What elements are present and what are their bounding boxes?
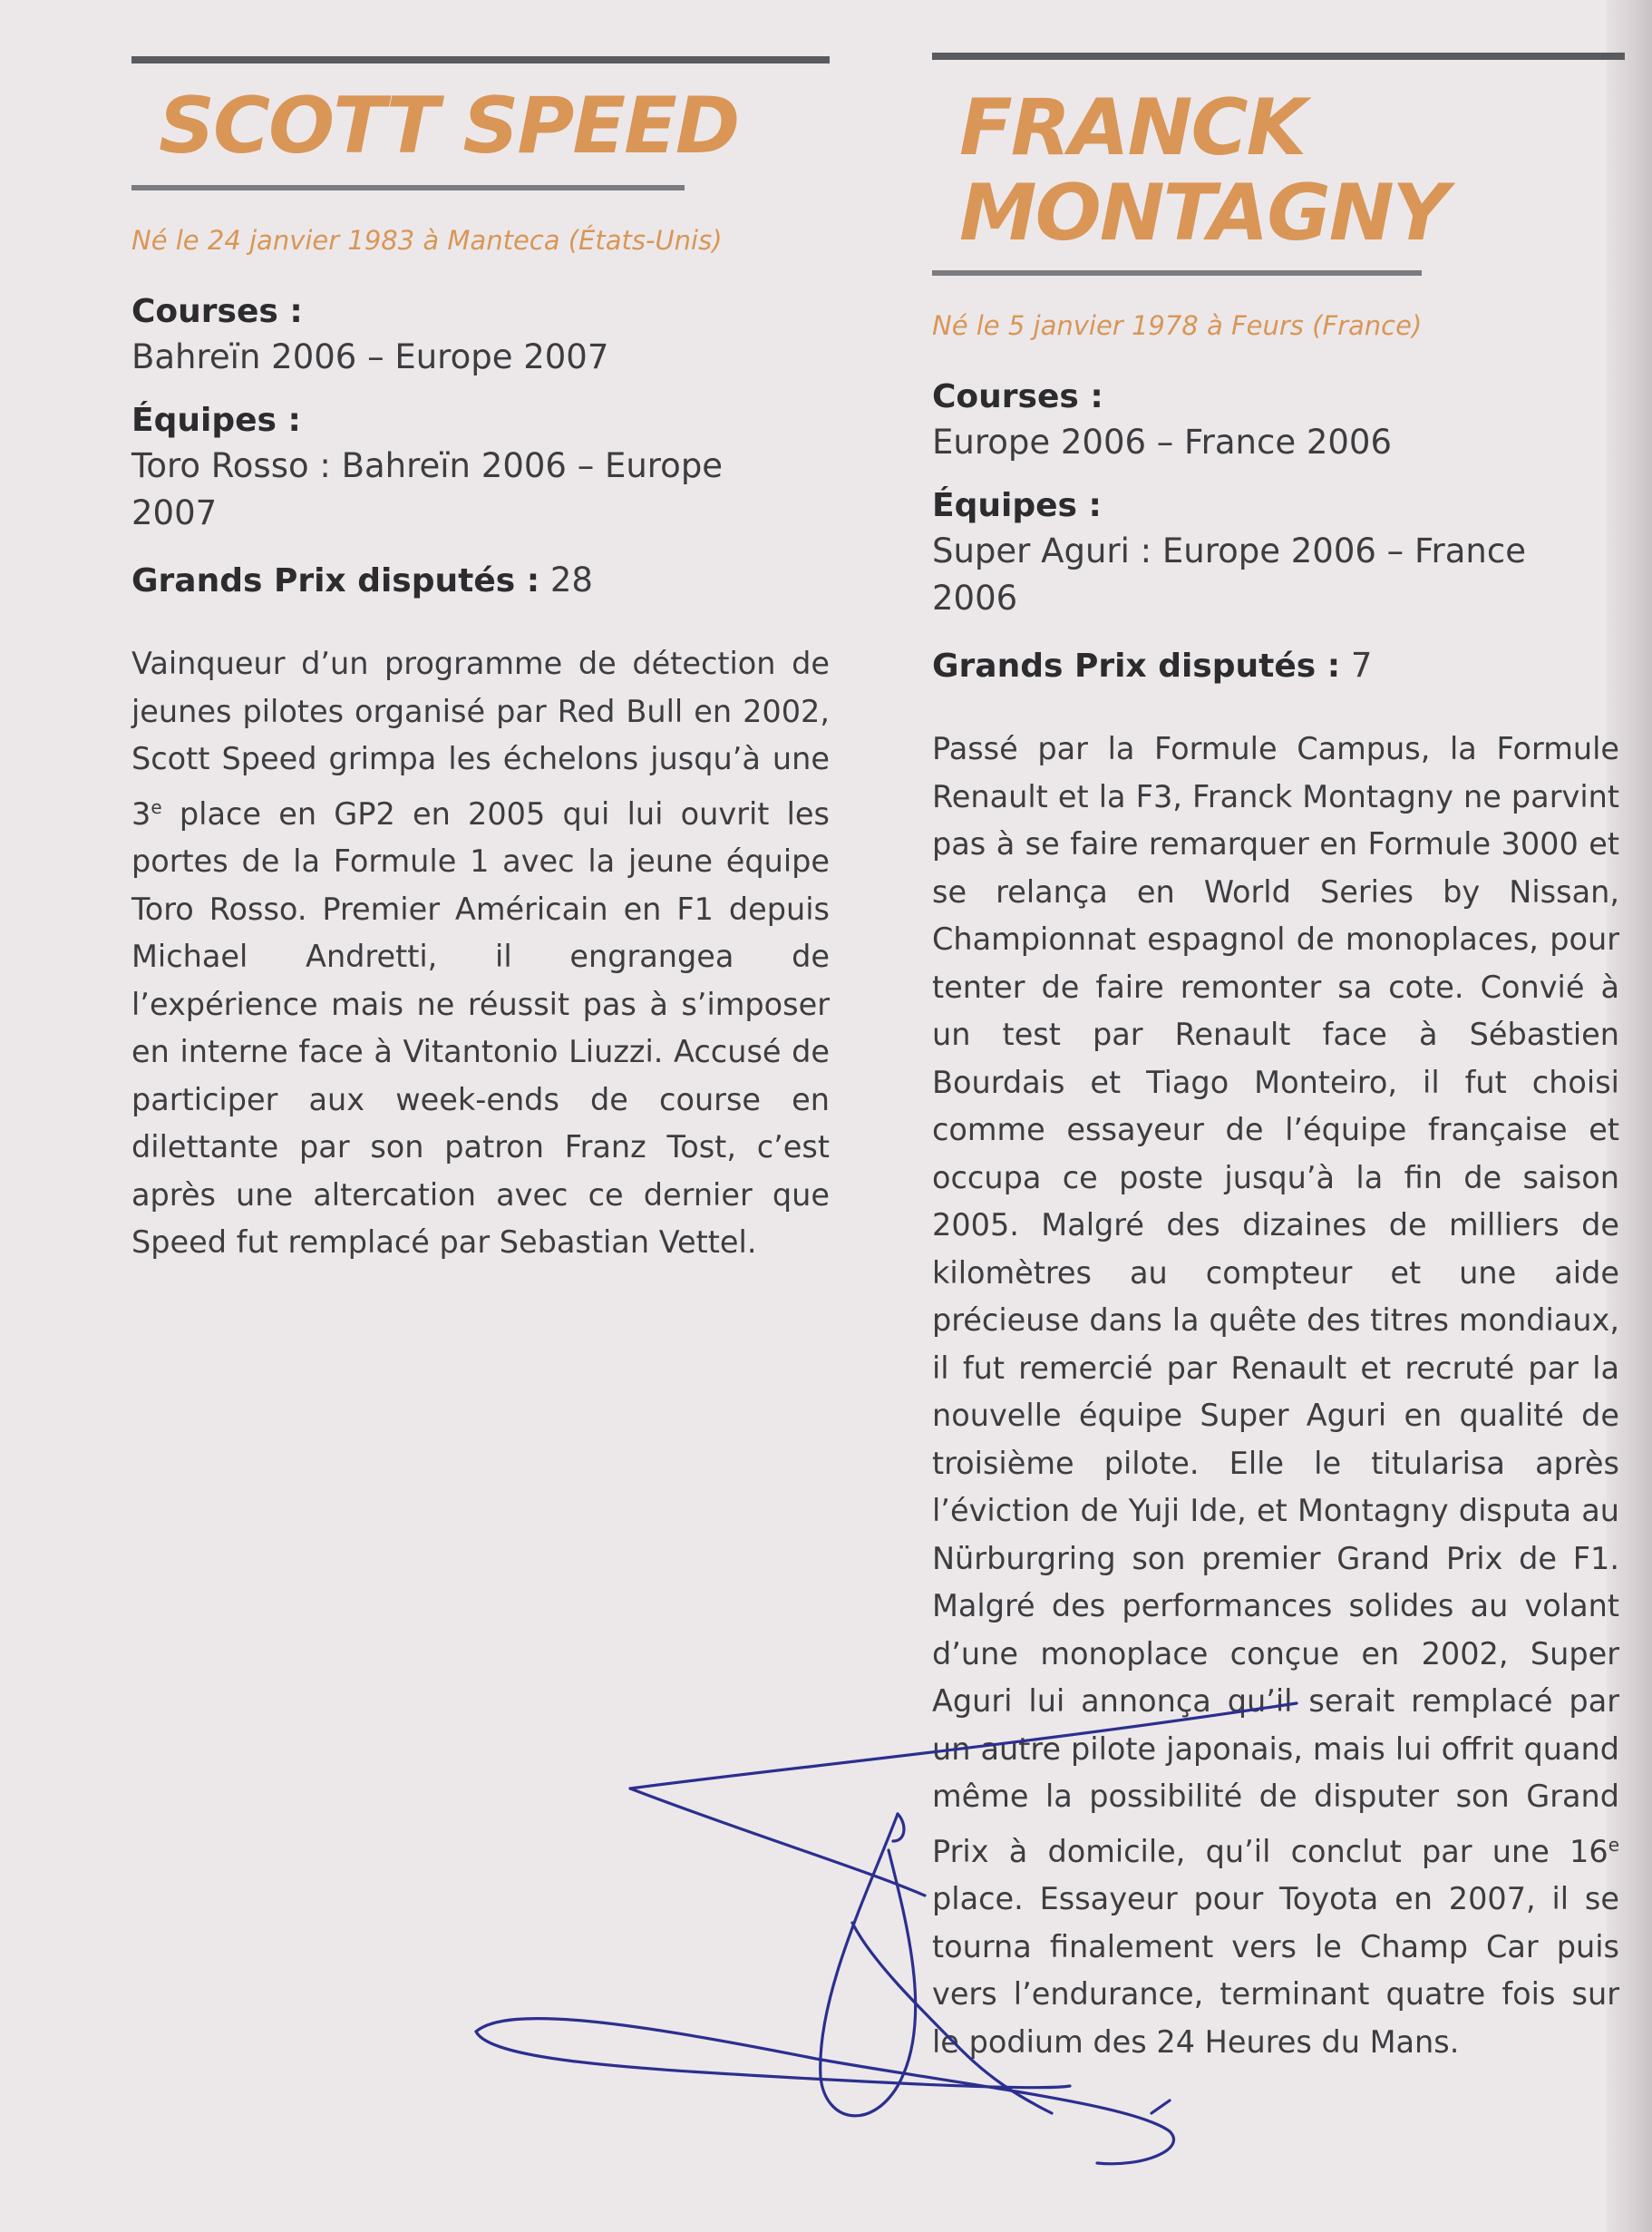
- name-underline: [131, 185, 685, 190]
- birth-info: Né le 5 janvier 1978 à Feurs (France): [932, 310, 1423, 341]
- equipes-section: [932, 484, 1621, 622]
- equipes-label: Équipes :: [932, 487, 1102, 524]
- top-rule: [932, 53, 1625, 60]
- courses-label: Courses :: [932, 378, 1103, 415]
- signature-stroke-tail: [1152, 2100, 1170, 2113]
- biography: [131, 640, 830, 1267]
- courses-section: [131, 290, 834, 381]
- driver-name-line: SCOTT SPEED: [159, 81, 739, 171]
- gp-section: [932, 642, 1621, 689]
- courses-label: Courses :: [131, 293, 303, 330]
- bio-text: Passé par la Formule Campus, la Formule Renault et la F3, Franck Montagny ne parvint pas à se faire remarquer en Formule 3000 et se relança en World Series by Nissan, Championnat espagnol de monoplaces, pour tenter de faire remonter sa cote. Convié à un test par Renault face à Sébastien Bourdais et Tiago Monteiro, il fut choisi comme essayeur de l’équipe française et occupa ce poste jusqu’à la fin de saison 2005. Malgré des dizaines de milliers de kilomètres au compteur et une aide précieuse dans la quête des titres mondiaux, il fut remercié par Renault et recruté par la nouvelle équipe Super Aguri en qualité de troisième pilote. Elle le titularisa après l’éviction de Yuji Ide, et Montagny disputa au Nürburgring son premier Grand Prix de F1. Malgré des performances solides au volant d’une monoplace conçue en 2002, Super Aguri lui annonça qu’il serait remplacé par un autre pilote japonais, mais lui offrit quand même la possibilité de disputer son Grand Prix à domicile, qu’il conclut par une 16: [932, 731, 1619, 1869]
- signature-stroke-diagonal: [630, 1789, 925, 1896]
- courses-section: [932, 375, 1621, 466]
- driver-name-line2: MONTAGNY: [959, 168, 1448, 258]
- equipes-value: Super Aguri : Europe 2006 – France 2006: [932, 531, 1526, 618]
- profile-scott-speed: [131, 56, 834, 1297]
- signature-stroke-hook: [893, 1814, 904, 1841]
- bio-text: Vainqueur d’un programme de détection de jeunes pilotes organisé par Red Bull en 2002, Scott Speed grimpa les échelons jusqu’à une 3: [131, 646, 830, 832]
- ordinal-sup: e: [151, 795, 162, 818]
- gp-value: 7: [1340, 646, 1373, 685]
- courses-value: Bahreïn 2006 – Europe 2007: [131, 337, 609, 376]
- driver-name: [131, 63, 834, 185]
- name-underline: [932, 270, 1422, 276]
- courses-value: Europe 2006 – France 2006: [932, 423, 1393, 462]
- gp-label: Grands Prix disputés :: [131, 562, 540, 599]
- signature-stroke-loop: [821, 1814, 916, 2116]
- profile-franck-montagny: [932, 53, 1621, 2097]
- driver-name: [932, 60, 1621, 270]
- birth-info: Né le 24 janvier 1983 à Manteca (États-Unis): [131, 225, 723, 256]
- ordinal-sup: e: [1608, 1833, 1619, 1856]
- biography: [932, 726, 1619, 2066]
- top-rule: [131, 56, 830, 63]
- driver-name-line1: FRANCK: [959, 83, 1306, 173]
- equipes-label: Équipes :: [131, 402, 301, 439]
- equipes-value: Toro Rosso : Bahreïn 2006 – Europe 2007: [131, 446, 724, 532]
- bio-text-cont: place en GP2 en 2005 qui lui ouvrit les portes de la Formule 1 avec la jeune équipe Toro Rosso. Premier Américain en F1 depuis Michael Andretti, il engrangea de l’expérience mais ne réussit pas à s’imposer en interne face à Vitantonio Liuzzi. Accusé de participer aux week-ends de course en dilettante par son patron Franz Tost, c’est après une altercation avec ce dernier que Speed fut remplacé par Sebastian Vettel.: [131, 795, 830, 1261]
- bio-text-cont: place. Essayeur pour Toyota en 2007, il se tourna finalement vers le Champ Car puis vers l’endurance, terminant quatre fois sur le podium des 24 Heures du Mans.: [932, 1881, 1619, 2060]
- gp-section: [131, 557, 834, 604]
- equipes-section: [131, 399, 834, 537]
- gp-label: Grands Prix disputés :: [932, 648, 1341, 685]
- gp-value: 28: [539, 560, 593, 599]
